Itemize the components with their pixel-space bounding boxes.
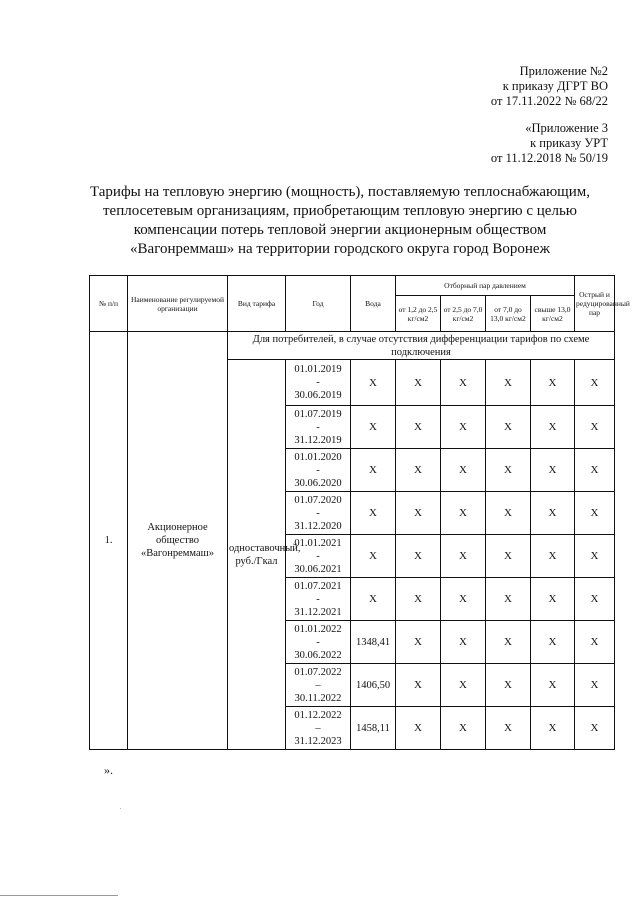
period-from: 01.01.2022	[294, 623, 342, 635]
document-title	[60, 183, 620, 259]
water-value: Х	[351, 578, 396, 621]
sharp-steam-value: Х	[575, 449, 615, 492]
steam-4-value: Х	[531, 707, 575, 750]
steam-2-value: Х	[441, 449, 486, 492]
water-value: Х	[351, 492, 396, 535]
header-steam-3: от 7,0 до 13,0 кг/см2	[486, 296, 531, 332]
period-to: 30.06.2020	[294, 477, 342, 489]
steam-3-value: Х	[486, 406, 531, 449]
steam-4-value: Х	[531, 406, 575, 449]
period-to: 31.12.2020	[294, 520, 342, 532]
consumer-row	[90, 332, 615, 360]
period-sep: -	[316, 550, 320, 562]
row-number: 1.	[90, 332, 128, 750]
scan-speck	[120, 808, 121, 809]
period-cell	[286, 535, 351, 578]
period-from: 01.07.2019	[294, 408, 342, 420]
steam-3-value: Х	[486, 492, 531, 535]
steam-1-value: Х	[396, 535, 441, 578]
steam-4-value: Х	[531, 621, 575, 664]
steam-4-value: Х	[531, 492, 575, 535]
footnote-divider	[0, 895, 118, 896]
header-org: Наименование регулируемой организации	[128, 276, 228, 332]
steam-3-value: Х	[486, 707, 531, 750]
steam-2-value: Х	[441, 406, 486, 449]
period-sep: –	[315, 679, 321, 691]
steam-1-value: Х	[396, 406, 441, 449]
closing-quote: ».	[104, 763, 113, 777]
period-sep: -	[316, 507, 320, 519]
sharp-steam-value: Х	[575, 578, 615, 621]
steam-1-value: Х	[396, 664, 441, 707]
steam-1-value: Х	[396, 621, 441, 664]
period-from: 01.01.2021	[294, 537, 342, 549]
steam-1-value: Х	[396, 578, 441, 621]
period-to: 30.06.2022	[294, 649, 342, 661]
title-line: Тарифы на тепловую энергию (мощность), поставляемую теплоснабжающим,	[89, 184, 591, 200]
steam-1-value: Х	[396, 360, 441, 406]
title-line: «Вагонреммаш» на территории городского округа город Воронеж	[130, 241, 550, 257]
steam-2-value: Х	[441, 535, 486, 578]
period-cell	[286, 664, 351, 707]
period-cell	[286, 360, 351, 406]
water-value: 1348,41	[351, 621, 396, 664]
header-steam-4: свыше 13,0 кг/см2	[531, 296, 575, 332]
period-sep: -	[316, 421, 320, 433]
period-to: 30.06.2021	[294, 563, 342, 575]
period-cell	[286, 707, 351, 750]
steam-1-value: Х	[396, 707, 441, 750]
header-steam-2: от 2,5 до 7,0 кг/см2	[441, 296, 486, 332]
sharp-steam-value: Х	[575, 360, 615, 406]
steam-3-value: Х	[486, 535, 531, 578]
period-cell	[286, 578, 351, 621]
period-from: 01.12.2022	[294, 709, 342, 721]
order-line: к приказу ДГРТ ВО	[502, 79, 608, 93]
appendix-header-original	[491, 121, 608, 166]
water-value: Х	[351, 449, 396, 492]
period-sep: -	[316, 464, 320, 476]
steam-4-value: Х	[531, 449, 575, 492]
sharp-steam-value: Х	[575, 664, 615, 707]
sharp-steam-value: Х	[575, 492, 615, 535]
steam-4-value: Х	[531, 664, 575, 707]
header-steam-1: от 1,2 до 2,5 кг/см2	[396, 296, 441, 332]
steam-3-value: Х	[486, 360, 531, 406]
steam-2-value: Х	[441, 621, 486, 664]
period-sep: -	[316, 636, 320, 648]
title-line: теплосетевым организациям, приобретающим тепловую энергию с целью	[102, 203, 577, 219]
title-line: компенсации потерь тепловой энергии акционерным обществом	[133, 222, 547, 238]
tariff-type: одноставочный, руб./Гкал	[228, 360, 286, 750]
appendix-line: «Приложение 3	[525, 121, 608, 135]
period-to: 31.12.2021	[294, 606, 342, 618]
header-steam-group: Отборный пар давлением	[396, 276, 575, 296]
sharp-steam-value: Х	[575, 535, 615, 578]
period-from: 01.01.2019	[294, 364, 342, 375]
steam-1-value: Х	[396, 492, 441, 535]
period-cell	[286, 492, 351, 535]
sharp-steam-value: Х	[575, 621, 615, 664]
steam-3-value: Х	[486, 578, 531, 621]
header-num: № п/п	[90, 276, 128, 332]
water-value: Х	[351, 535, 396, 578]
period-from: 01.07.2022	[294, 666, 342, 678]
order-line: к приказу УРТ	[530, 136, 608, 150]
date-line: от 11.12.2018 № 50/19	[490, 151, 608, 165]
header-god: Год	[286, 276, 351, 332]
sharp-steam-value: Х	[575, 707, 615, 750]
sharp-steam-value: Х	[575, 406, 615, 449]
period-from: 01.07.2020	[294, 494, 342, 506]
steam-4-value: Х	[531, 578, 575, 621]
header-vid: Вид тарифа	[228, 276, 286, 332]
steam-2-value: Х	[441, 578, 486, 621]
water-value: Х	[351, 406, 396, 449]
period-to: 30.11.2022	[294, 692, 342, 704]
period-to: 31.12.2019	[294, 434, 342, 446]
header-row	[90, 276, 615, 296]
steam-2-value: Х	[441, 360, 486, 406]
steam-4-value: Х	[531, 360, 575, 406]
period-sep: –	[315, 722, 321, 734]
period-from: 01.01.2020	[294, 451, 342, 463]
date-line: от 17.11.2022 № 68/22	[490, 94, 608, 108]
period-cell	[286, 406, 351, 449]
consumer-note: Для потребителей, в случае отсутствия дифференциации тарифов по схеме подключения	[228, 332, 615, 360]
appendix-header-current	[491, 64, 608, 109]
organization-name: Акционерное общество «Вагонреммаш»	[128, 332, 228, 750]
steam-1-value: Х	[396, 449, 441, 492]
period-cell	[286, 449, 351, 492]
tariff-table	[89, 275, 630, 750]
period-to: 31.12.2023	[294, 735, 342, 747]
steam-2-value: Х	[441, 664, 486, 707]
appendix-line: Приложение №2	[519, 64, 608, 78]
header-voda: Вода	[351, 276, 396, 332]
period-cell	[286, 621, 351, 664]
header-sharp-steam: Острый и редуцированный пар	[575, 276, 615, 332]
water-value: 1458,11	[351, 707, 396, 750]
water-value: 1406,50	[351, 664, 396, 707]
steam-3-value: Х	[486, 664, 531, 707]
water-value: Х	[351, 360, 396, 406]
period-to: 30.06.2019	[294, 390, 342, 401]
period-sep: -	[316, 593, 320, 605]
steam-3-value: Х	[486, 621, 531, 664]
period-sep: -	[316, 377, 320, 388]
period-from: 01.07.2021	[294, 580, 342, 592]
steam-2-value: Х	[441, 492, 486, 535]
steam-3-value: Х	[486, 449, 531, 492]
steam-2-value: Х	[441, 707, 486, 750]
steam-4-value: Х	[531, 535, 575, 578]
